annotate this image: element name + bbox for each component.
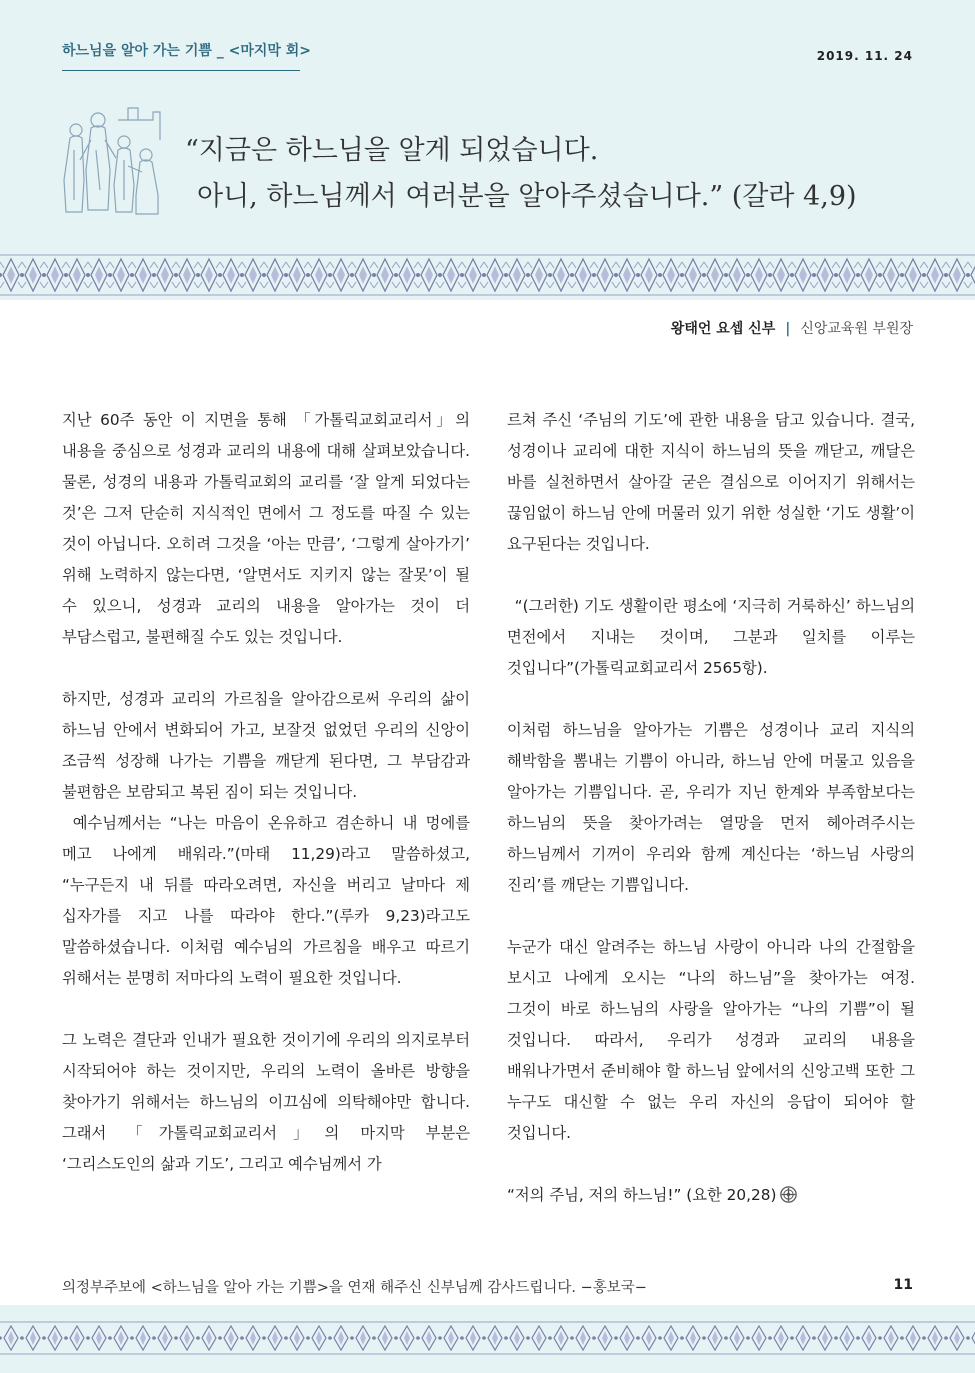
quote-line-2: 아니, 하느님께서 여러분을 알아주셨습니다.” (갈라 4,9) [197,181,857,212]
epigraph-quote [185,128,945,220]
paragraph: 하지만, 성경과 교리의 가르침을 알아감으로써 우리의 삶이 하느님 안에서 변화되어 가고, 보잘것 없었던 우리의 신앙이 조금씩 성장해 나가는 기쁨을 깨닫게 된다면, 그 부담감과 불편함은 보람되고 복된 짐이 되는 것입니다. [62,690,470,801]
paragraph: 예수님께서는 “나는 마음이 온유하고 겸손하니 내 멍에를 메고 나에게 배워라.”(마태 11,29)라고 말씀하셨고, “누구든지 내 뒤를 따라오려면, 자신을 버리고 날마다 제 십자가를 지고 나를 따라야 한다.”(루카 9,23)라고도 말씀하셨습니다. 이처럼 예수님의 가르침을 배우고 따르기 위해서는 분명히 저마다의 노력이 필요한 것입니다. [62,814,470,987]
body-column-left [62,405,470,1211]
paragraph: 르쳐 주신 ‘주님의 기도’에 관한 내용을 담고 있습니다. 결국, 성경이나 교리에 대한 지식이 하느님의 뜻을 깨닫고, 깨달은 바를 실천하면서 살아갈 굳은 결심으로 이어지기 위해서는 끊임없이 하느님 안에 머물러 있기 위한 성실한 ‘기도 생활’이 요구된다는 것입니다. [507,411,915,553]
footer-note: 의정부주보에 <하느님을 알아 가는 기쁨>을 연재 해주신 신부님께 감사드립니다. −홍보국− [62,1280,647,1296]
paragraph: 이처럼 하느님을 알아가는 기쁨은 성경이나 교리 지식의 해박함을 뽐내는 기쁨이 아니라, 하느님 안에 머물고 있음을 알아가는 기쁨입니다. 곧, 우리가 지닌 한계와 부족함보다는 하느님의 뜻을 찾아가려는 열망을 먼저 헤아려주시는 하느님께서 기꺼이 우리와 함께 계신다는 ‘하느님 사랑의 진리’를 깨닫는 기쁨입니다. [507,721,915,894]
body-column-right [507,405,915,1242]
issue-date: 2019. 11. 24 [816,49,913,63]
paragraph: 그 노력은 결단과 인내가 필요한 것이기에 우리의 의지로부터 시작되어야 하는 것이지만, 우리의 노력이 올바른 방향을 찾아가기 위해서는 하느님의 이끄심에 의탁해야만 합니다. 그래서 「가톨릭교회교리서」의 마지막 부분은 ‘그리스도인의 삶과 기도’, 그리고 예수님께서 가 [62,1031,470,1173]
decorative-pattern [0,1318,975,1358]
author-role: 신앙교육원 부원장 [800,321,913,337]
page-number: 11 [893,1277,913,1293]
quote-line-1: “지금은 하느님을 알게 되었습니다. [185,135,599,166]
cross-emblem-icon [780,1186,797,1203]
paragraph: “(그러한) 기도 생활이란 평소에 ‘지극히 거룩하신’ 하느님의 면전에서 지내는 것이며, 그분과 일치를 이루는 것입니다”(가톨릭교회교리서 2565항). [507,597,915,677]
series-title: 하느님을 알아 가는 기쁨 _ <마지막 회> [62,40,300,71]
author-line [671,318,913,338]
paragraph: 지난 60주 동안 이 지면을 통해 「가톨릭교회교리서」의 내용을 중심으로 성경과 교리의 내용에 대해 살펴보았습니다. 물론, 성경의 내용과 가톨릭교회의 교리를 ‘잘 알게 되었다는 것’은 그저 단순히 지식적인 면에서 그 정도를 따질 수 있는 것이 아닙니다. 오히려 그것을 ‘아는 만큼’, ‘그렇게 살아가기’ 위해 노력하지 않는다면, ‘알면서도 지키지 않는 잘못’이 될 수 있으니, 성경과 교리의 내용을 알아가는 것이 더 부담스럽고, 불편해질 수도 있는 것입니다. [62,411,470,646]
closing-quote [507,1180,915,1211]
author-separator: | [785,321,791,337]
paragraph: 누군가 대신 알려주는 하느님 사랑이 아니라 나의 간절함을 보시고 나에게 오시는 “나의 하느님”을 찾아가는 여정. 그것이 바로 하느님의 사랑을 알아가는 “나의 기쁨”이 될 것입니다. 따라서, 우리가 성경과 교리의 내용을 배워나가면서 준비해야 할 하느님 앞에서의 신앙고백 또한 그 누구도 대신할 수 없는 우리 자신의 응답이 되어야 할 것입니다. [507,938,915,1142]
apostles-illustration [58,100,166,218]
closing-quote-text: “저의 주님, 저의 하느님!” (요한 20,28) [507,1186,777,1204]
author-name: 왕태언 요셉 신부 [670,321,776,337]
decorative-pattern [0,250,975,300]
